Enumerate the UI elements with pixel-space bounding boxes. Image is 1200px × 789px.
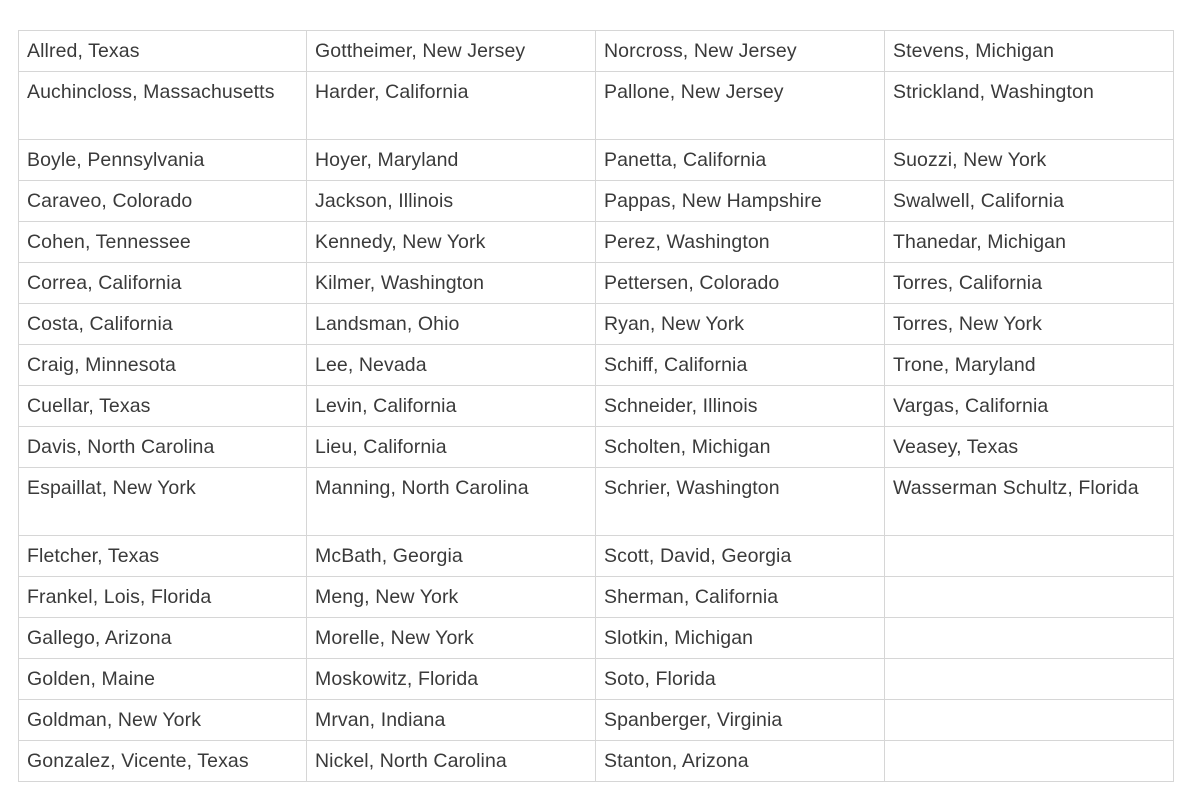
table-row [19, 345, 1174, 386]
table-row [19, 304, 1174, 345]
table-cell: Thanedar, Michigan [885, 222, 1174, 263]
table-row [19, 618, 1174, 659]
table-cell: Lee, Nevada [307, 345, 596, 386]
table-cell: Stevens, Michigan [885, 31, 1174, 72]
table-cell: Pappas, New Hampshire [596, 181, 885, 222]
table-cell: Ryan, New York [596, 304, 885, 345]
table-cell: Spanberger, Virginia [596, 700, 885, 741]
table-cell: Torres, California [885, 263, 1174, 304]
table-cell: Panetta, California [596, 140, 885, 181]
table-row [19, 659, 1174, 700]
table-cell: Sherman, California [596, 577, 885, 618]
members-table-body [19, 31, 1174, 782]
table-cell: Scott, David, Georgia [596, 536, 885, 577]
table-cell: Soto, Florida [596, 659, 885, 700]
table-row [19, 536, 1174, 577]
table-cell: Espaillat, New York [19, 468, 307, 536]
table-cell: Pallone, New Jersey [596, 72, 885, 140]
table-cell: Suozzi, New York [885, 140, 1174, 181]
table-cell: Cohen, Tennessee [19, 222, 307, 263]
table-cell: Vargas, California [885, 386, 1174, 427]
table-cell [885, 536, 1174, 577]
table-cell: Slotkin, Michigan [596, 618, 885, 659]
table-row [19, 181, 1174, 222]
table-row [19, 72, 1174, 140]
table-cell: Landsman, Ohio [307, 304, 596, 345]
table-cell: Correa, California [19, 263, 307, 304]
table-cell: Hoyer, Maryland [307, 140, 596, 181]
table-row [19, 577, 1174, 618]
table-cell: Craig, Minnesota [19, 345, 307, 386]
table-cell: Gottheimer, New Jersey [307, 31, 596, 72]
table-row [19, 31, 1174, 72]
table-cell [885, 741, 1174, 782]
table-cell: Perez, Washington [596, 222, 885, 263]
table-row [19, 700, 1174, 741]
table-cell [885, 618, 1174, 659]
table-cell: Scholten, Michigan [596, 427, 885, 468]
table-cell: Harder, California [307, 72, 596, 140]
table-cell: Pettersen, Colorado [596, 263, 885, 304]
table-cell: Goldman, New York [19, 700, 307, 741]
table-cell: Norcross, New Jersey [596, 31, 885, 72]
table-row [19, 140, 1174, 181]
table-cell: Caraveo, Colorado [19, 181, 307, 222]
table-cell: Levin, California [307, 386, 596, 427]
table-cell: Veasey, Texas [885, 427, 1174, 468]
table-cell: Auchincloss, Massachusetts [19, 72, 307, 140]
members-table [18, 30, 1174, 782]
table-cell: Lieu, California [307, 427, 596, 468]
table-cell: Fletcher, Texas [19, 536, 307, 577]
table-cell: Davis, North Carolina [19, 427, 307, 468]
table-cell: Jackson, Illinois [307, 181, 596, 222]
table-cell: Kennedy, New York [307, 222, 596, 263]
table-cell: Frankel, Lois, Florida [19, 577, 307, 618]
table-cell: McBath, Georgia [307, 536, 596, 577]
table-cell: Gonzalez, Vicente, Texas [19, 741, 307, 782]
table-cell: Boyle, Pennsylvania [19, 140, 307, 181]
table-cell: Stanton, Arizona [596, 741, 885, 782]
table-cell: Morelle, New York [307, 618, 596, 659]
table-cell: Costa, California [19, 304, 307, 345]
table-cell: Mrvan, Indiana [307, 700, 596, 741]
table-cell: Swalwell, California [885, 181, 1174, 222]
table-cell [885, 700, 1174, 741]
table-cell: Torres, New York [885, 304, 1174, 345]
table-cell [885, 577, 1174, 618]
table-cell [885, 659, 1174, 700]
table-cell: Manning, North Carolina [307, 468, 596, 536]
table-cell: Schneider, Illinois [596, 386, 885, 427]
table-cell: Allred, Texas [19, 31, 307, 72]
table-cell: Moskowitz, Florida [307, 659, 596, 700]
table-cell: Schrier, Washington [596, 468, 885, 536]
table-row [19, 427, 1174, 468]
table-row [19, 468, 1174, 536]
table-cell: Gallego, Arizona [19, 618, 307, 659]
table-cell: Schiff, California [596, 345, 885, 386]
table-cell: Cuellar, Texas [19, 386, 307, 427]
table-row [19, 741, 1174, 782]
table-cell: Meng, New York [307, 577, 596, 618]
table-cell: Trone, Maryland [885, 345, 1174, 386]
table-cell: Golden, Maine [19, 659, 307, 700]
table-cell: Wasserman Schultz, Florida [885, 468, 1174, 536]
table-cell: Strickland, Washington [885, 72, 1174, 140]
table-row [19, 222, 1174, 263]
table-row [19, 386, 1174, 427]
table-row [19, 263, 1174, 304]
table-cell: Kilmer, Washington [307, 263, 596, 304]
table-cell: Nickel, North Carolina [307, 741, 596, 782]
